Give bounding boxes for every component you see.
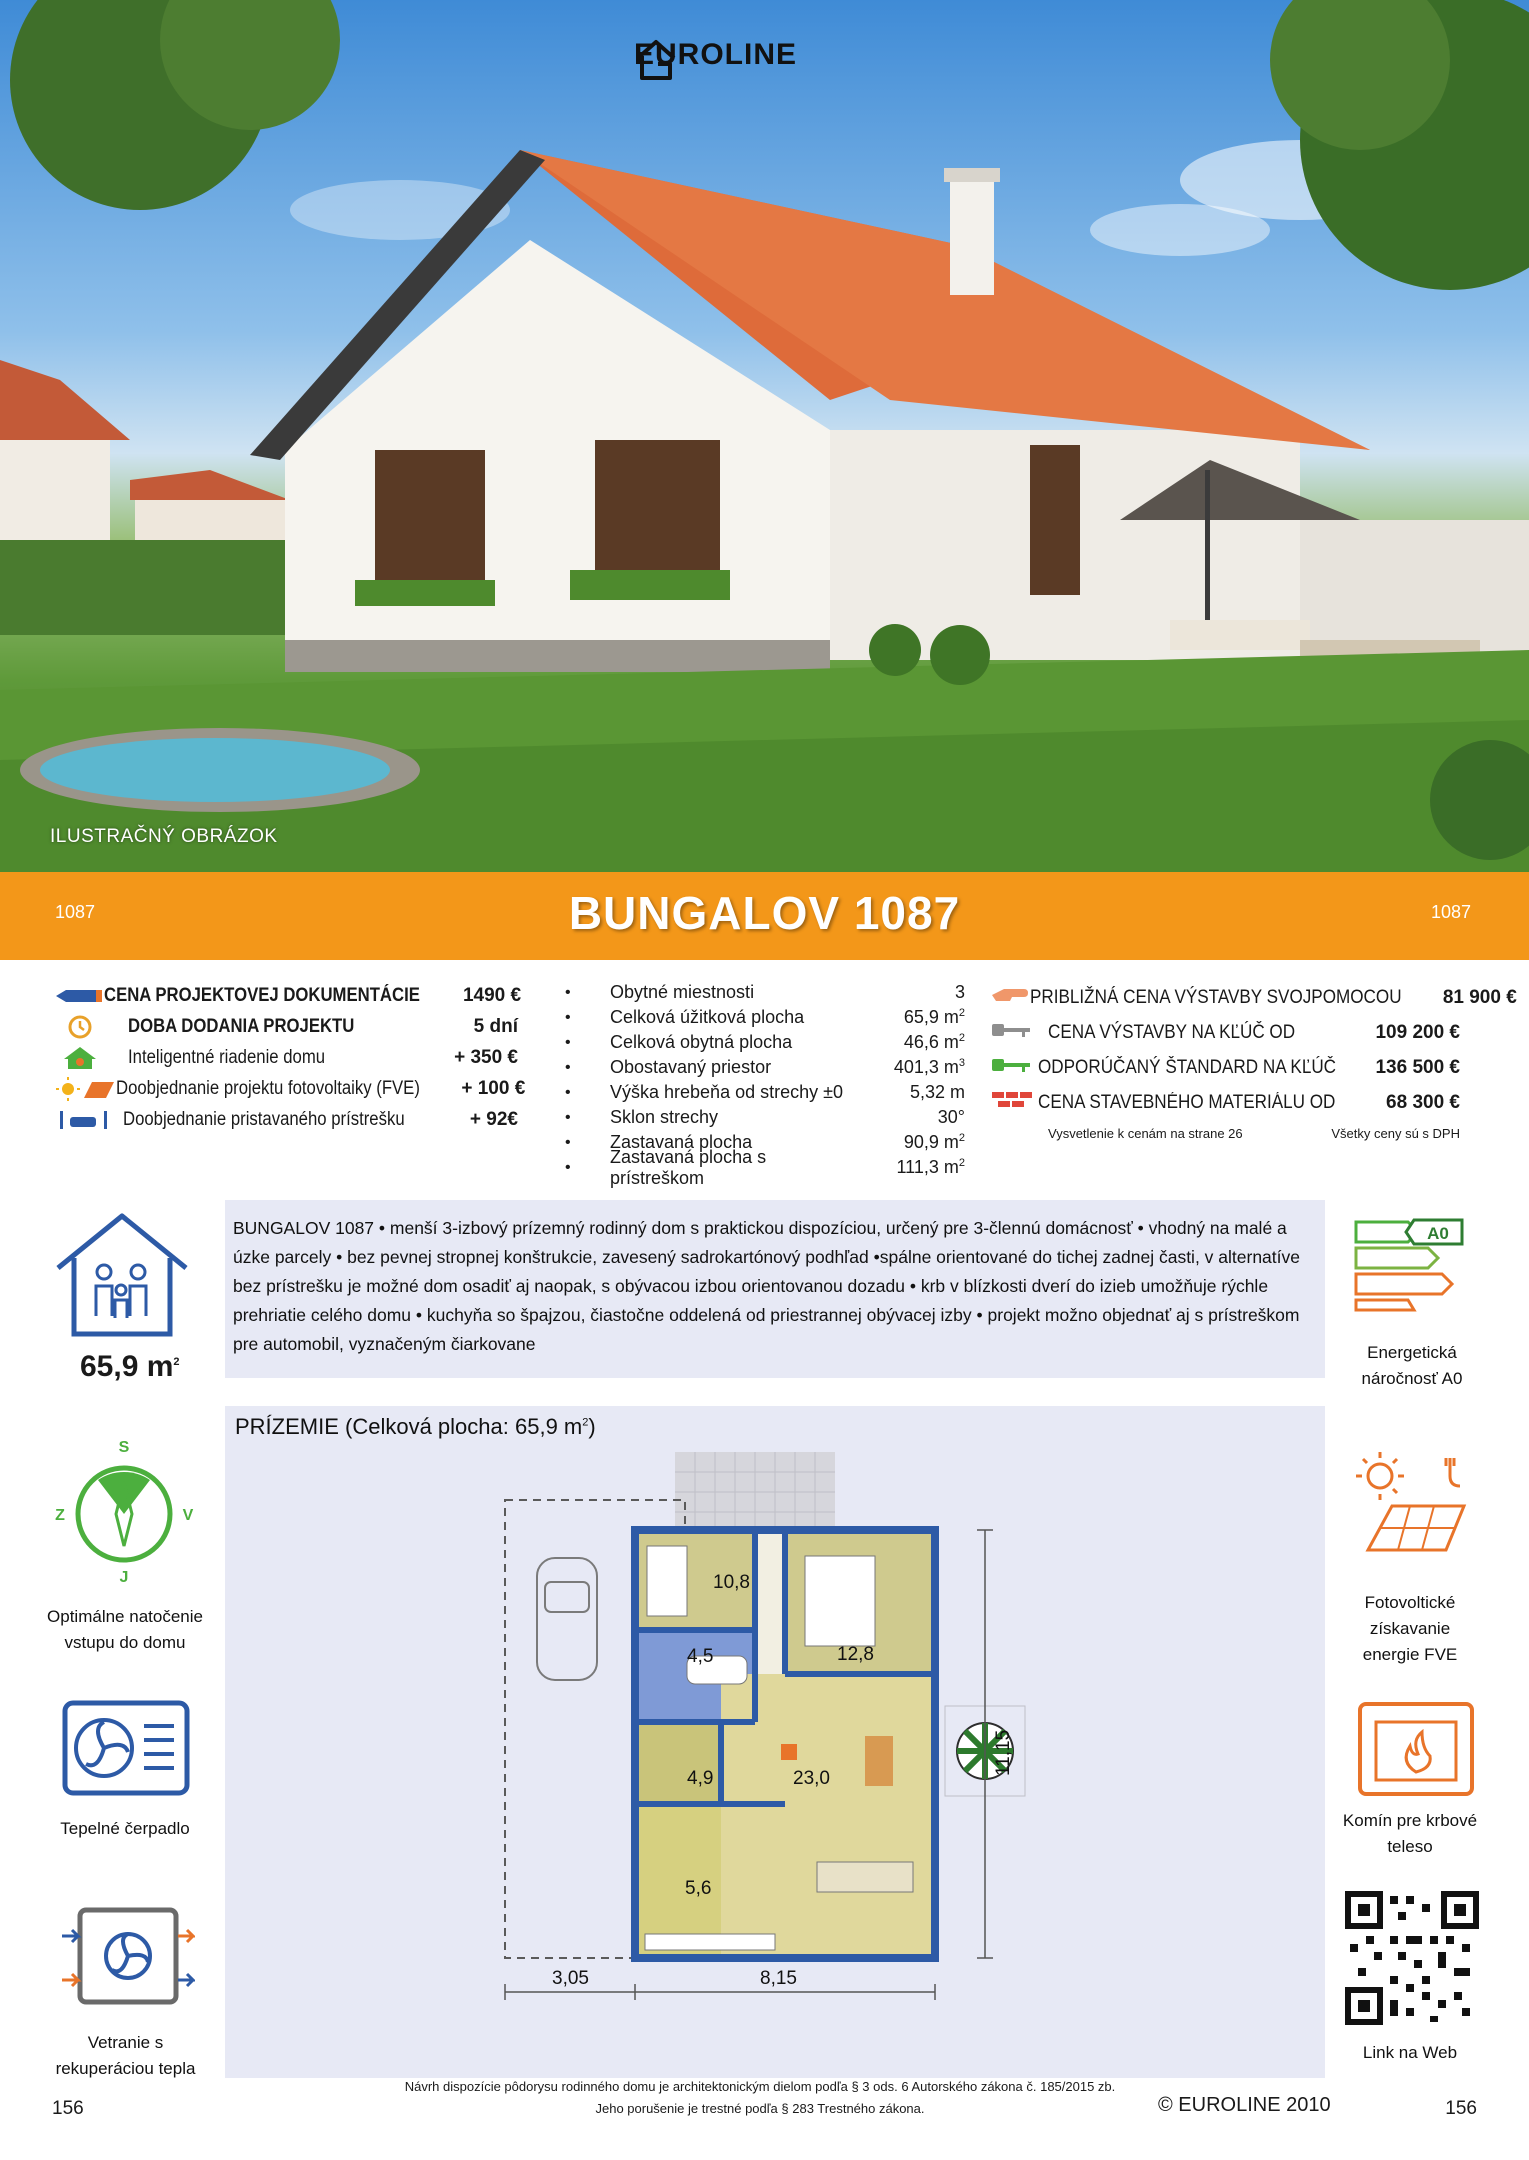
stat-value: 46,6 $m^2$ (903, 1032, 965, 1052)
solar-energy-icon (1350, 1446, 1480, 1556)
hand-icon (990, 985, 1030, 1011)
price-label: ODPORÚČANÝ ŠTANDARD NA KĽÚČ (1037, 1056, 1336, 1078)
stat-bullet: • (565, 1008, 571, 1026)
cost-row (56, 980, 522, 1011)
stat-value: 401,3 $m^3$ (893, 1057, 965, 1077)
room-area-hall: 4,9 (687, 1768, 714, 1789)
cost-row (56, 1011, 518, 1042)
key-green-icon (990, 1055, 1038, 1081)
price-label: CENA STAVEBNÉHO MATERIÁLU OD (1038, 1091, 1336, 1113)
stat-label: Výška hrebeňa od strechy ±0 (610, 1082, 844, 1102)
energy-class-text: A0 (1427, 1224, 1449, 1243)
carport-icon (56, 1107, 123, 1133)
cost-label: Doobjednanie pristavaného prístrešku (123, 1108, 405, 1130)
stat-bullet: • (565, 1083, 571, 1101)
stat-row (555, 1080, 965, 1105)
illustration-caption: ILUSTRAČNÝ OBRÁZOK (50, 826, 278, 847)
stat-label: Sklon strechy (610, 1107, 719, 1127)
price-label: CENA VÝSTAVBY NA KĽÚČ OD (1048, 1021, 1296, 1043)
dim-bottom-right: 8,15 (760, 1968, 797, 1989)
cost-label: DOBA DODANIA PROJEKTU (128, 1015, 355, 1037)
hero-illustration (0, 0, 1529, 872)
dim-bottom-left: 3,05 (552, 1968, 589, 1989)
energy-label: Energetická náročnosť A0 (1361, 1343, 1463, 1388)
stat-label: Obytné miestnosti (610, 982, 755, 1002)
stat-label: Celková úžitková plocha (610, 1007, 805, 1027)
qr-code-icon[interactable] (1344, 1890, 1480, 2026)
stat-bullet: • (565, 1033, 571, 1051)
compass-s: J (119, 1569, 129, 1586)
cost-label: CENA PROJEKTOVEJ DOKUMENTÁCIE (104, 984, 420, 1006)
compass-label: Optimálne natočenie vstupu do domu (47, 1607, 203, 1652)
pencil-icon (56, 989, 104, 1003)
cost-value: + 92€ (469, 1108, 518, 1130)
house-logo-icon (634, 38, 678, 82)
page-title: BUNGALOV 1087 (568, 887, 961, 939)
title-band (0, 872, 1529, 960)
price-value: 136 500 € (1375, 1056, 1460, 1078)
room-area-kitchen: 5,6 (685, 1878, 712, 1899)
stat-row (555, 1055, 965, 1080)
house-stats (555, 980, 965, 1188)
cost-value: 1490 € (462, 984, 522, 1006)
cost-row (56, 1042, 518, 1073)
room-area-living: 23,0 (793, 1768, 830, 1789)
heat-pump-label: Tepelné čerpadlo (60, 1819, 190, 1838)
description-text: BUNGALOV 1087 • menší 3-izbový prízemný rodinný dom s praktickou dispozíciou, určený pre 3-člennú domácnosť • vhodný na malé a úzke parcely • bez pevnej stropnej konštrukcie, zavesený sadrokartónový podhľad •spálne orientované do tichej zadnej časti, v alternatíve bez prístrešku je možné dom osadiť aj naopak, s obývacou izbou orientovanou dozadu • krb v blízkosti dverí do izieb umožňuje rýchle prehriatie celého domu • kuchyňa so špajzou, čiastočne oddelená od priestrannej obývacej izby • projekt možno objednať aj s prístreškom pre automobil, vyznačeným čiarkovane (233, 1218, 1300, 1354)
stat-bullet: • (565, 1058, 571, 1076)
stat-value: 90,9 $m^2$ (903, 1132, 965, 1152)
price-value: 68 300 € (1386, 1091, 1460, 1113)
stat-bullet: • (565, 983, 571, 1001)
key-grey-icon (990, 1020, 1048, 1046)
ventilation-label: Vetranie s rekuperáciou tepla (55, 2033, 196, 2078)
cost-row (56, 1073, 526, 1104)
fireplace-icon (1356, 1700, 1476, 1800)
page-number-right: 156 (1445, 2098, 1477, 2119)
copyright: © EUROLINE 2010 (1158, 2094, 1331, 2116)
energy-class-icon (1352, 1214, 1472, 1319)
cost-value: 5 dní (473, 1015, 518, 1037)
stat-bullet: • (565, 1133, 571, 1151)
project-code-left: 1087 (55, 902, 96, 922)
compass-icon (52, 1436, 202, 1586)
cost-value: + 100 € (461, 1077, 526, 1099)
stat-label: Obostavaný priestor (610, 1057, 772, 1077)
compass-e: V (182, 1507, 194, 1524)
stat-value: 111,3 $m^2$ (896, 1157, 965, 1177)
stat-label: Celková obytná plocha (610, 1032, 793, 1052)
stat-bullet: • (565, 1108, 571, 1126)
price-notes (990, 1126, 1460, 1141)
floor-area-value: 65,9 $m^2$ (80, 1350, 180, 1383)
plan-title: PRÍZEMIE (Celková plocha: 65,9 $m^2$) (235, 1414, 596, 1439)
pv-label: Fotovoltické získavanie energie FVE (1362, 1593, 1458, 1664)
stat-value: 65,9 $m^2$ (903, 1007, 965, 1027)
legal-notice: Návrh dispozície pôdorysu rodinného domu je architektonickým dielom podľa § 3 ods. 6 Autorského zákona č. 185/2015 zb. Jeho porušenie je trestné podľa § 283 Trestného zákona. (404, 2079, 1116, 2116)
cost-value: + 350 € (454, 1046, 518, 1068)
brand-name: EUROLINE (634, 38, 798, 71)
price-note-left: Vysvetlenie k cenám na strane 26 (1048, 1126, 1243, 1141)
clock-icon (56, 1014, 128, 1040)
price-note-right: Všetky ceny sú s DPH (1331, 1126, 1460, 1141)
family-house-icon (52, 1210, 192, 1340)
stat-value: 5,32 m (909, 1082, 965, 1102)
smart-home-icon (56, 1045, 128, 1071)
page-number-left: 156 (52, 2098, 84, 2119)
price-label: PRIBLIŽNÁ CENA VÝSTAVBY SVOJPOMOCOU (1030, 986, 1402, 1008)
bricks-icon (990, 1090, 1038, 1116)
heat-pump-icon (62, 1700, 190, 1796)
floor-plan-drawing (225, 1406, 1325, 2078)
room-area-bedroom-2: 12,8 (837, 1644, 874, 1665)
compass-w: Z (55, 1507, 65, 1524)
price-row (990, 1050, 1460, 1085)
stat-label: Zastavaná plocha s prístreškom (610, 1146, 767, 1188)
stat-row (555, 1005, 965, 1030)
price-row (990, 1085, 1460, 1120)
stat-row (555, 1030, 965, 1055)
stat-row (555, 1146, 965, 1188)
floor-plan-panel (225, 1406, 1325, 2078)
dim-side: 11,15 (993, 1729, 1014, 1776)
web-link-label[interactable]: Link na Web (1362, 2043, 1458, 2062)
brand-logo (634, 38, 797, 72)
stat-row (555, 980, 965, 1005)
price-row (990, 1015, 1460, 1050)
project-code-right: 1087 (1430, 902, 1471, 922)
stat-label: Zastavaná plocha (610, 1132, 753, 1152)
stat-row (555, 1105, 965, 1130)
stat-value: 3 (954, 982, 965, 1002)
ventilation-icon (60, 1906, 195, 2006)
cost-label: Doobjednanie projektu fotovoltaiky (FVE) (116, 1077, 420, 1099)
price-value: 109 200 € (1375, 1021, 1460, 1043)
cost-table (56, 980, 526, 1135)
price-table (990, 980, 1517, 1141)
cost-row (56, 1104, 518, 1135)
description-panel (225, 1200, 1325, 1378)
stat-value: 30° (937, 1107, 965, 1127)
room-area-bedroom-1: 10,8 (713, 1572, 750, 1593)
room-area-bathroom: 4,5 (687, 1646, 714, 1667)
price-row (990, 980, 1517, 1015)
stat-bullet: • (565, 1158, 571, 1176)
fireplace-label: Komín pre krbové teleso (1342, 1811, 1478, 1856)
price-value: 81 900 € (1442, 986, 1517, 1008)
solar-panel-icon (56, 1076, 116, 1102)
compass-n: S (118, 1439, 130, 1456)
cost-label: Inteligentné riadenie domu (128, 1046, 326, 1068)
house-illustration (0, 0, 1529, 872)
